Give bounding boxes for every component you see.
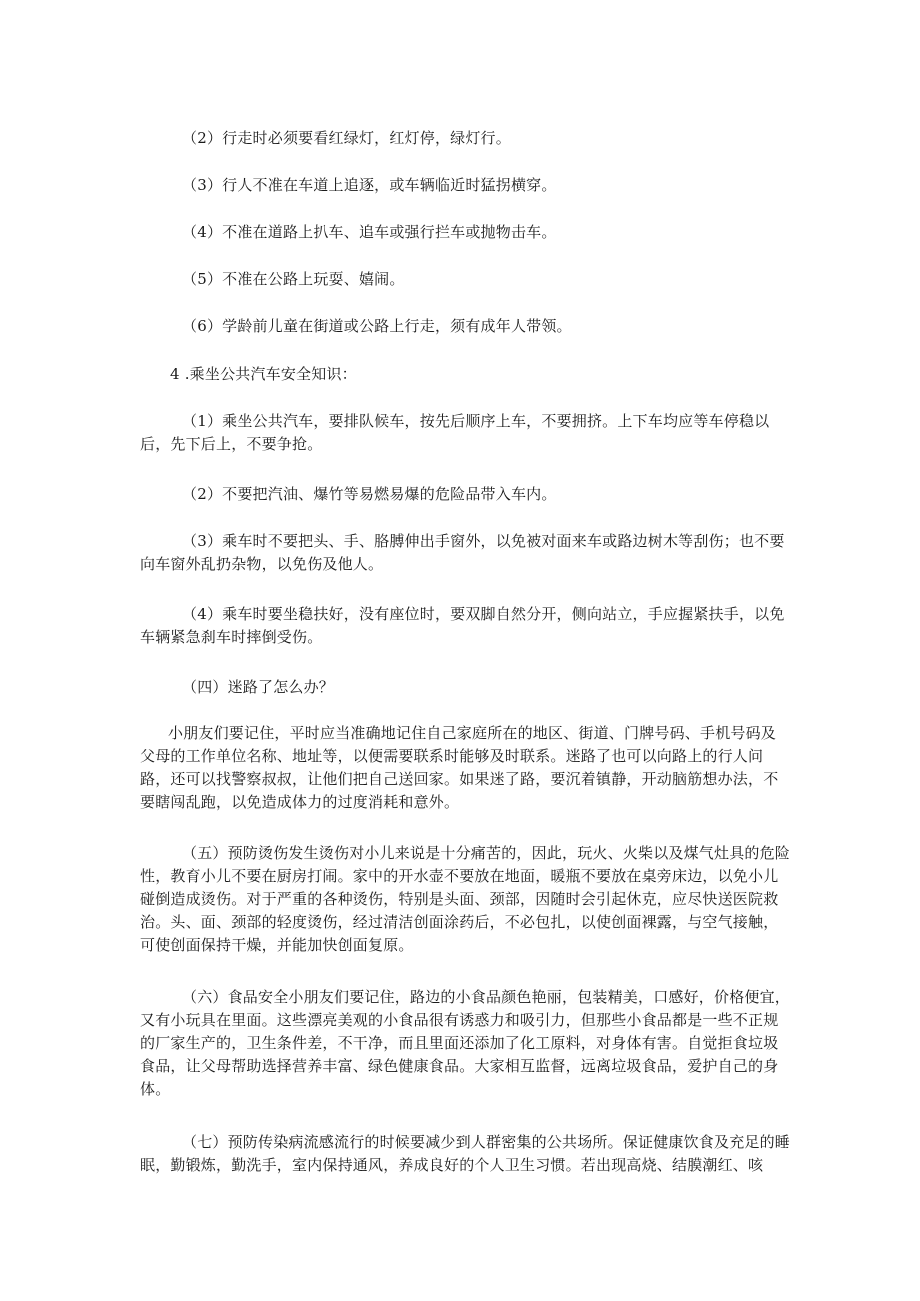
paragraph-bus-item-4: （4）乘车时要坐稳扶好，没有座位时，要双脚自然分开，侧向站立，手应握紧扶手，以免车辆紧急刹车时摔倒受伤。 (140, 605, 785, 646)
paragraph-item-4-no-climbing: （4）不准在道路上扒车、追车或强行拦车或抛物击车。 (182, 223, 557, 241)
paragraph-item-2-red-light: （2）行走时必须要看红绿灯，红灯停，绿灯行。 (182, 129, 511, 147)
section-heading-lost: （四）迷路了怎么办？ (182, 678, 335, 696)
paragraph-item-3-no-chasing: （3）行人不准在车道上追逐，或车辆临近时猛拐横穿。 (182, 176, 557, 194)
paragraph-lost-advice: 小朋友们要记住，平时应当准确地记住自己家庭所在的地区、街道、门牌号码、手机号码及父母的工作单位名称、地址等，以便需要联系时能够及时联系。迷路了也可以向路上的行人问路，还可以找警察叔叔，让他们把自己送回家。如果迷了路，要沉着镇静，开动脑筋想办法，不要瞎闯乱跑，以免造成体力的过度消耗和意外。 (140, 724, 779, 811)
paragraph-food-safety: （六）食品安全小朋友们要记住，路边的小食品颜色艳丽，包装精美，口感好，价格便宜，又有小玩具在里面。这些漂亮美观的小食品很有诱惑力和吸引力，但那些小食品都是一些不正规的厂家生产的，卫生条件差，不干净，而且里面还添加了化工原料，对身体有害。自觉拒食垃圾食品，让父母帮助选择营养丰富、绿色健康食品。大家相互监督，远离垃圾食品，爱护自己的身体。 (140, 988, 791, 1098)
paragraph-bus-item-3: （3）乘车时不要把头、手、胳膊伸出手窗外，以免被对面来车或路边树木等刮伤；也不要向车窗外乱扔杂物，以免伤及他人。 (140, 532, 785, 573)
paragraph-item-5-no-playing: （5）不准在公路上玩耍、嬉闹。 (182, 270, 405, 288)
paragraph-bus-item-1: （1）乘坐公共汽车，要排队候车，按先后顺序上车，不要拥挤。上下车均应等车停稳以后，先下后上，不要争抢。 (140, 412, 770, 453)
paragraph-bus-item-2: （2）不要把汽油、爆竹等易燃易爆的危险品带入车内。 (182, 485, 557, 503)
paragraph-item-6-preschool: （6）学龄前儿童在街道或公路上行走，须有成年人带领。 (182, 317, 572, 335)
paragraph-burn-prevention: （五）预防烫伤发生烫伤对小儿来说是十分痛苦的，因此，玩火、火柴以及煤气灶具的危险性，教育小儿不要在厨房打闹。家中的开水壶不要放在地面，暖瓶不要放在桌旁床边，以免小儿碰倒造成烫伤。对于严重的各种烫伤，特别是头面、颈部，因随时会引起休克，应尽快送医院救治。头、面、颈部的轻度烫伤，经过清洁创面涂药后，不必包扎，以使创面裸露，与空气接触，可使创面保持干燥，并能加快创面复原。 (140, 844, 791, 954)
paragraph-disease-prevention: （七）预防传染病流感流行的时候要减少到人群密集的公共场所。保证健康饮食及充足的睡眠，勤锻炼，勤洗手，室内保持通风，养成良好的个人卫生习惯。若出现高烧、结膜潮红、咳 (140, 1133, 791, 1174)
section-heading-bus-safety: 4 .乘坐公共汽车安全知识： (170, 365, 357, 383)
